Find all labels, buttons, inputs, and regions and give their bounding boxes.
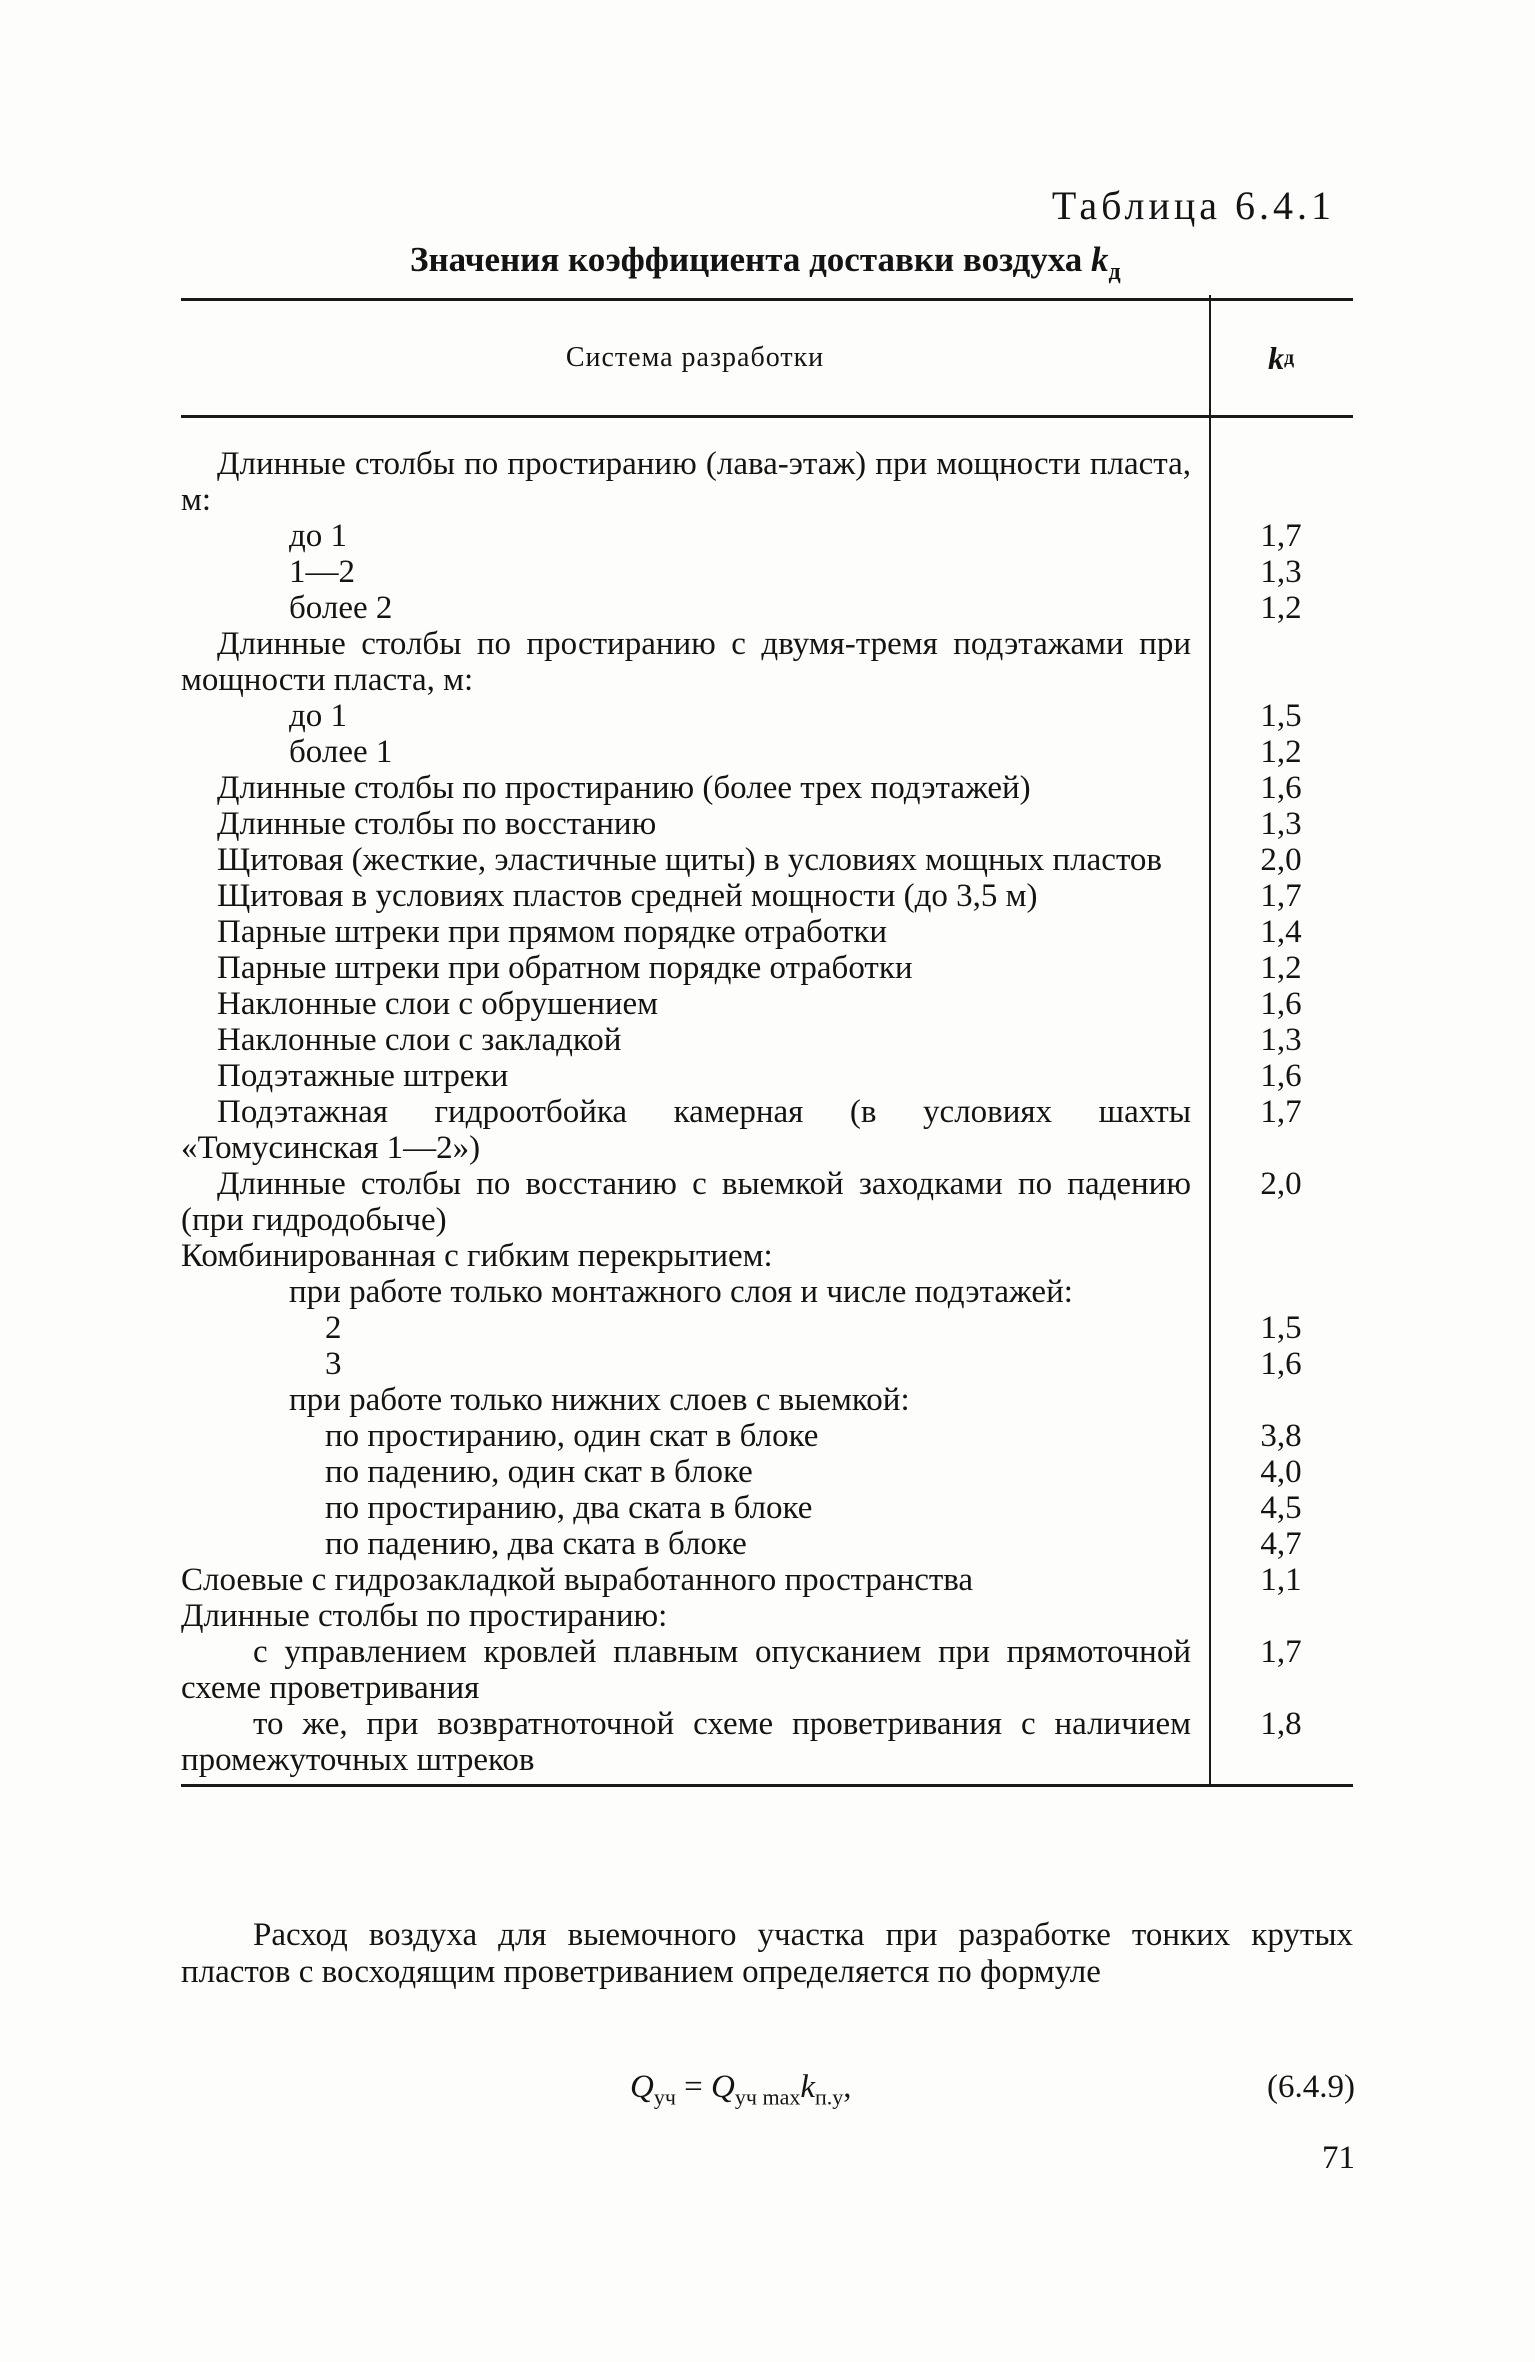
- table-row: [181, 1274, 1353, 1310]
- row-value: 1,7: [1260, 878, 1302, 914]
- row-desc: Парные штреки при обратном порядке отработки: [217, 950, 913, 986]
- row-desc: до 1: [289, 518, 348, 554]
- header-system: Система разработки: [565, 342, 825, 373]
- row-value: 1,7: [1260, 1094, 1302, 1130]
- table-row: [181, 1634, 1353, 1706]
- formula-lhs: Q: [630, 2069, 654, 2105]
- row-desc: по простиранию, два ската в блоке: [325, 1490, 813, 1526]
- page-number: 71: [1322, 2140, 1355, 2176]
- table-row: [181, 446, 1353, 518]
- title-symbol: k: [1091, 240, 1109, 279]
- table-row: [181, 1598, 1353, 1634]
- table-body: [181, 418, 1353, 1784]
- row-value: 2,0: [1260, 842, 1302, 878]
- table-row: [181, 1562, 1353, 1598]
- row-value: 1,6: [1260, 1346, 1302, 1382]
- row-desc: Щитовая в условиях пластов средней мощности (до 3,5 м): [217, 878, 1038, 914]
- table-row: [181, 1418, 1353, 1454]
- table-row: [181, 1454, 1353, 1490]
- table-row: [181, 734, 1353, 770]
- header-k: [1209, 301, 1353, 415]
- table-row: [181, 626, 1353, 698]
- row-value: 1,1: [1260, 1562, 1302, 1598]
- table-row: [181, 1526, 1353, 1562]
- coefficient-table: [181, 298, 1353, 1787]
- formula-eq: =: [675, 2069, 712, 2105]
- formula-k-sub: п.у: [815, 2084, 844, 2110]
- body-paragraph: Расход воздуха для выемочного участка при разработке тонких крутых пластов с восходящим проветриванием определяется по формуле: [181, 1917, 1353, 1990]
- table-row: [181, 1346, 1353, 1382]
- row-value: 1,2: [1260, 950, 1302, 986]
- table-bottom-rule: [181, 1784, 1353, 1787]
- header-k-symbol: k: [1267, 339, 1284, 376]
- row-desc: Слоевые с гидрозакладкой выработанного пространства: [181, 1562, 974, 1598]
- row-desc: Подэтажная гидроотбойка камерная (в условиях шахты «Томусинская 1—2»): [181, 1094, 1191, 1166]
- formula-tail: ,: [843, 2069, 852, 2105]
- row-value: 1,2: [1260, 590, 1302, 626]
- table-row: [181, 518, 1353, 554]
- row-value: 1,8: [1260, 1706, 1302, 1742]
- row-value: 1,3: [1260, 554, 1302, 590]
- row-desc: до 1: [289, 698, 348, 734]
- title-symbol-sub: д: [1108, 259, 1121, 285]
- row-desc: более 1: [289, 734, 393, 770]
- row-desc: с управлением кровлей плавным опусканием при прямоточной схеме проветривания: [181, 1634, 1191, 1706]
- row-desc: Парные штреки при прямом порядке отработки: [217, 914, 888, 950]
- row-desc: Длинные столбы по восстанию с выемкой заходками по падению (при гидродобыче): [181, 1166, 1191, 1238]
- row-desc: по падению, два ската в блоке: [325, 1526, 747, 1562]
- row-value: 4,7: [1260, 1526, 1302, 1562]
- formula: [630, 2069, 852, 2111]
- table-row: [181, 1310, 1353, 1346]
- formula-k: k: [800, 2069, 815, 2105]
- row-desc: то же, при возвратноточной схеме проветривания с наличием промежуточных штреков: [181, 1706, 1191, 1778]
- table-row: [181, 1238, 1353, 1274]
- row-value: 1,6: [1260, 770, 1302, 806]
- row-value: 1,5: [1260, 1310, 1302, 1346]
- table-row: [181, 950, 1353, 986]
- row-value: 4,0: [1260, 1454, 1302, 1490]
- table-title-text: Значения коэффициента доставки воздуха: [410, 240, 1083, 279]
- table-row: [181, 1382, 1353, 1418]
- row-desc: при работе только монтажного слоя и числе подэтажей:: [289, 1274, 1073, 1310]
- row-desc: Длинные столбы по простиранию с двумя-тремя подэтажами при мощности пласта, м:: [181, 626, 1191, 698]
- table-row: [181, 1706, 1353, 1778]
- row-desc: Наклонные слои с обрушением: [217, 986, 659, 1022]
- row-value: 1,2: [1260, 734, 1302, 770]
- row-desc: Длинные столбы по простиранию (лава-этаж) при мощности пласта, м:: [181, 446, 1191, 518]
- row-desc: Длинные столбы по простиранию:: [181, 1598, 668, 1634]
- table-number: Таблица 6.4.1: [1051, 183, 1335, 228]
- row-value: 1,5: [1260, 698, 1302, 734]
- table-header: [181, 301, 1353, 415]
- table-row: [181, 1490, 1353, 1526]
- table-row: [181, 590, 1353, 626]
- table-row: [181, 698, 1353, 734]
- table-row: [181, 806, 1353, 842]
- row-value: 4,5: [1260, 1490, 1302, 1526]
- row-value: 1,6: [1260, 1058, 1302, 1094]
- formula-rhs-sub: уч max: [734, 2084, 801, 2110]
- table-row: [181, 1166, 1353, 1238]
- table-row: [181, 770, 1353, 806]
- row-desc: более 2: [289, 590, 393, 626]
- table-title: [410, 240, 1121, 286]
- row-desc: 3: [325, 1346, 342, 1382]
- row-value: 1,6: [1260, 986, 1302, 1022]
- table-row: [181, 842, 1353, 878]
- table-row: [181, 986, 1353, 1022]
- row-desc: Длинные столбы по простиранию (более трех подэтажей): [217, 770, 1031, 806]
- row-value: 1,3: [1260, 806, 1302, 842]
- row-desc: Длинные столбы по восстанию: [217, 806, 657, 842]
- row-desc: 2: [325, 1310, 342, 1346]
- row-desc: Наклонные слои с закладкой: [217, 1022, 622, 1058]
- header-column-divider: [1209, 295, 1211, 415]
- row-value: 1,7: [1260, 1634, 1302, 1670]
- row-value: 1,7: [1260, 518, 1302, 554]
- row-desc: Щитовая (жесткие, эластичные щиты) в условиях мощных пластов: [217, 842, 1163, 878]
- formula-rhs: Q: [711, 2069, 735, 2105]
- table-row: [181, 1022, 1353, 1058]
- table-row: [181, 1094, 1353, 1166]
- table-row: [181, 1058, 1353, 1094]
- row-desc: при работе только нижних слоев с выемкой:: [289, 1382, 910, 1418]
- row-value: 2,0: [1260, 1166, 1302, 1202]
- row-desc: Подэтажные штреки: [217, 1058, 509, 1094]
- row-desc: Комбинированная с гибким перекрытием:: [181, 1238, 773, 1274]
- formula-lhs-sub: уч: [653, 2084, 676, 2110]
- header-k-sub: д: [1283, 346, 1295, 369]
- row-value: 3,8: [1260, 1418, 1302, 1454]
- row-desc: 1—2: [289, 554, 355, 590]
- row-value: 1,3: [1260, 1022, 1302, 1058]
- table-row: [181, 914, 1353, 950]
- row-value: 1,4: [1260, 914, 1302, 950]
- formula-number: (6.4.9): [1267, 2069, 1355, 2105]
- row-desc: по простиранию, один скат в блоке: [325, 1418, 819, 1454]
- row-desc: по падению, один скат в блоке: [325, 1454, 753, 1490]
- table-row: [181, 878, 1353, 914]
- table-row: [181, 554, 1353, 590]
